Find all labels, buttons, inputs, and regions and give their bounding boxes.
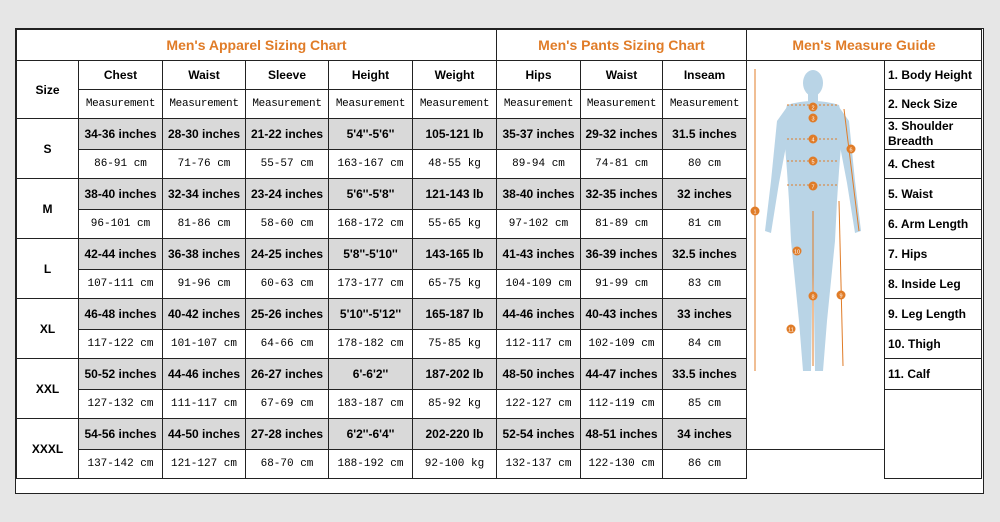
metric-value: 111-117 cm — [163, 390, 246, 419]
size-label: XXL — [17, 359, 79, 419]
inch-value: 32-34 inches — [163, 179, 246, 210]
inch-value: 5'4''-5'6'' — [329, 119, 413, 150]
inch-value: 44-47 inches — [581, 359, 663, 390]
column-header: Height — [329, 61, 413, 90]
inch-value: 36-39 inches — [581, 239, 663, 270]
measurement-label: Measurement — [329, 90, 413, 119]
marker-label: 1 — [753, 209, 757, 216]
column-header: Hips — [497, 61, 581, 90]
metric-value: 81 cm — [663, 210, 747, 239]
metric-value: 55-65 kg — [413, 210, 497, 239]
metric-value: 48-55 kg — [413, 150, 497, 179]
metric-value: 58-60 cm — [246, 210, 329, 239]
metric-value: 102-109 cm — [581, 330, 663, 359]
metric-value: 64-66 cm — [246, 330, 329, 359]
inch-value: 54-56 inches — [79, 419, 163, 450]
metric-value: 74-81 cm — [581, 150, 663, 179]
measurement-label: Measurement — [497, 90, 581, 119]
size-label: XL — [17, 299, 79, 359]
marker-label: 7 — [811, 184, 815, 191]
inch-value: 6'-6'2'' — [329, 359, 413, 390]
size-header: Size — [17, 61, 79, 119]
guide-item: 7. Hips — [885, 239, 982, 270]
sizing-chart — [15, 28, 984, 494]
inch-value: 5'10''-5'12'' — [329, 299, 413, 330]
guide-item: 2. Neck Size — [885, 90, 982, 119]
inch-value: 38-40 inches — [497, 179, 581, 210]
marker-label: 8 — [811, 294, 815, 301]
metric-value: 91-96 cm — [163, 270, 246, 299]
marker-label: 6 — [849, 147, 853, 154]
inch-value: 48-51 inches — [581, 419, 663, 450]
measurement-label: Measurement — [663, 90, 747, 119]
inch-value: 40-43 inches — [581, 299, 663, 330]
metric-row — [17, 450, 982, 479]
metric-value: 68-70 cm — [246, 450, 329, 479]
metric-value: 86 cm — [663, 450, 747, 479]
guide-item: 3. Shoulder Breadth — [885, 119, 982, 150]
inch-value: 50-52 inches — [79, 359, 163, 390]
guide-item: 6. Arm Length — [885, 210, 982, 239]
body-silhouette — [747, 61, 882, 450]
head-shape — [803, 70, 823, 96]
inch-value: 23-24 inches — [246, 179, 329, 210]
metric-value: 60-63 cm — [246, 270, 329, 299]
metric-value: 122-127 cm — [497, 390, 581, 419]
metric-value: 81-86 cm — [163, 210, 246, 239]
measurement-label: Measurement — [581, 90, 663, 119]
inch-value: 24-25 inches — [246, 239, 329, 270]
guide-item: 11. Calf — [885, 359, 982, 390]
size-label: L — [17, 239, 79, 299]
metric-value: 89-94 cm — [497, 150, 581, 179]
inch-value: 105-121 lb — [413, 119, 497, 150]
inch-value: 38-40 inches — [79, 179, 163, 210]
metric-value: 137-142 cm — [79, 450, 163, 479]
inch-value: 31.5 inches — [663, 119, 747, 150]
inch-value: 42-44 inches — [79, 239, 163, 270]
size-label: XXXL — [17, 419, 79, 479]
inch-value: 26-27 inches — [246, 359, 329, 390]
metric-value: 96-101 cm — [79, 210, 163, 239]
inch-value: 32 inches — [663, 179, 747, 210]
guide-item: 9. Leg Length — [885, 299, 982, 330]
apparel-title: Men's Apparel Sizing Chart — [17, 30, 497, 61]
guide-blank — [885, 390, 982, 479]
measurement-label: Measurement — [246, 90, 329, 119]
metric-value: 188-192 cm — [329, 450, 413, 479]
inch-value: 32-35 inches — [581, 179, 663, 210]
metric-value: 117-122 cm — [79, 330, 163, 359]
column-header: Sleeve — [246, 61, 329, 90]
column-header: Waist — [581, 61, 663, 90]
metric-value: 81-89 cm — [581, 210, 663, 239]
guide-item: 1. Body Height — [885, 61, 982, 90]
marker-label: 3 — [811, 116, 815, 123]
inch-value: 27-28 inches — [246, 419, 329, 450]
inch-value: 5'6''-5'8'' — [329, 179, 413, 210]
inch-value: 143-165 lb — [413, 239, 497, 270]
leg-length-line — [839, 201, 843, 366]
inch-value: 28-30 inches — [163, 119, 246, 150]
guide-title: Men's Measure Guide — [747, 30, 982, 61]
metric-value: 65-75 kg — [413, 270, 497, 299]
inch-value: 29-32 inches — [581, 119, 663, 150]
inch-value: 34 inches — [663, 419, 747, 450]
marker-label: 9 — [839, 293, 843, 300]
inch-value: 44-46 inches — [497, 299, 581, 330]
measurement-label: Measurement — [79, 90, 163, 119]
inch-value: 25-26 inches — [246, 299, 329, 330]
metric-value: 97-102 cm — [497, 210, 581, 239]
column-header: Weight — [413, 61, 497, 90]
inch-value: 6'2''-6'4'' — [329, 419, 413, 450]
metric-value: 132-137 cm — [497, 450, 581, 479]
metric-value: 86-91 cm — [79, 150, 163, 179]
inch-value: 41-43 inches — [497, 239, 581, 270]
metric-value: 75-85 kg — [413, 330, 497, 359]
left-arm-shape — [765, 107, 787, 233]
marker-label: 2 — [811, 105, 815, 112]
inch-value: 33 inches — [663, 299, 747, 330]
inch-value: 165-187 lb — [413, 299, 497, 330]
column-header: Inseam — [663, 61, 747, 90]
sizing-table — [16, 29, 982, 479]
inch-value: 52-54 inches — [497, 419, 581, 450]
metric-value: 71-76 cm — [163, 150, 246, 179]
guide-item: 8. Inside Leg — [885, 270, 982, 299]
size-label: S — [17, 119, 79, 179]
guide-item: 5. Waist — [885, 179, 982, 210]
metric-value: 112-119 cm — [581, 390, 663, 419]
metric-value: 85-92 kg — [413, 390, 497, 419]
metric-value: 121-127 cm — [163, 450, 246, 479]
inch-value: 21-22 inches — [246, 119, 329, 150]
size-label: M — [17, 179, 79, 239]
metric-value: 173-177 cm — [329, 270, 413, 299]
metric-value: 178-182 cm — [329, 330, 413, 359]
inch-value: 48-50 inches — [497, 359, 581, 390]
inch-value: 44-50 inches — [163, 419, 246, 450]
metric-value: 127-132 cm — [79, 390, 163, 419]
inch-value: 35-37 inches — [497, 119, 581, 150]
metric-value: 104-109 cm — [497, 270, 581, 299]
metric-value: 84 cm — [663, 330, 747, 359]
metric-value: 55-57 cm — [246, 150, 329, 179]
inch-value: 44-46 inches — [163, 359, 246, 390]
marker-label: 4 — [811, 137, 815, 144]
metric-value: 168-172 cm — [329, 210, 413, 239]
metric-value: 101-107 cm — [163, 330, 246, 359]
inch-value: 40-42 inches — [163, 299, 246, 330]
inch-value: 36-38 inches — [163, 239, 246, 270]
column-header: Chest — [79, 61, 163, 90]
metric-value: 91-99 cm — [581, 270, 663, 299]
guide-item: 4. Chest — [885, 150, 982, 179]
marker-label: 11 — [788, 327, 794, 334]
inch-value: 46-48 inches — [79, 299, 163, 330]
metric-value: 80 cm — [663, 150, 747, 179]
metric-value: 122-130 cm — [581, 450, 663, 479]
marker-label: 5 — [811, 159, 815, 166]
inch-value: 32.5 inches — [663, 239, 747, 270]
metric-value: 112-117 cm — [497, 330, 581, 359]
column-header: Waist — [163, 61, 246, 90]
metric-value: 83 cm — [663, 270, 747, 299]
measurement-label: Measurement — [163, 90, 246, 119]
inch-value: 121-143 lb — [413, 179, 497, 210]
inch-value: 187-202 lb — [413, 359, 497, 390]
metric-value: 92-100 kg — [413, 450, 497, 479]
measurement-label: Measurement — [413, 90, 497, 119]
metric-value: 183-187 cm — [329, 390, 413, 419]
inch-value: 202-220 lb — [413, 419, 497, 450]
inch-value: 34-36 inches — [79, 119, 163, 150]
pants-title: Men's Pants Sizing Chart — [497, 30, 747, 61]
metric-value: 67-69 cm — [246, 390, 329, 419]
guide-item: 10. Thigh — [885, 330, 982, 359]
marker-label: 10 — [793, 249, 801, 256]
metric-value: 163-167 cm — [329, 150, 413, 179]
metric-value: 85 cm — [663, 390, 747, 419]
right-arm-shape — [839, 107, 861, 233]
body-figure — [747, 61, 885, 450]
inch-value: 5'8''-5'10'' — [329, 239, 413, 270]
inch-value: 33.5 inches — [663, 359, 747, 390]
metric-value: 107-111 cm — [79, 270, 163, 299]
